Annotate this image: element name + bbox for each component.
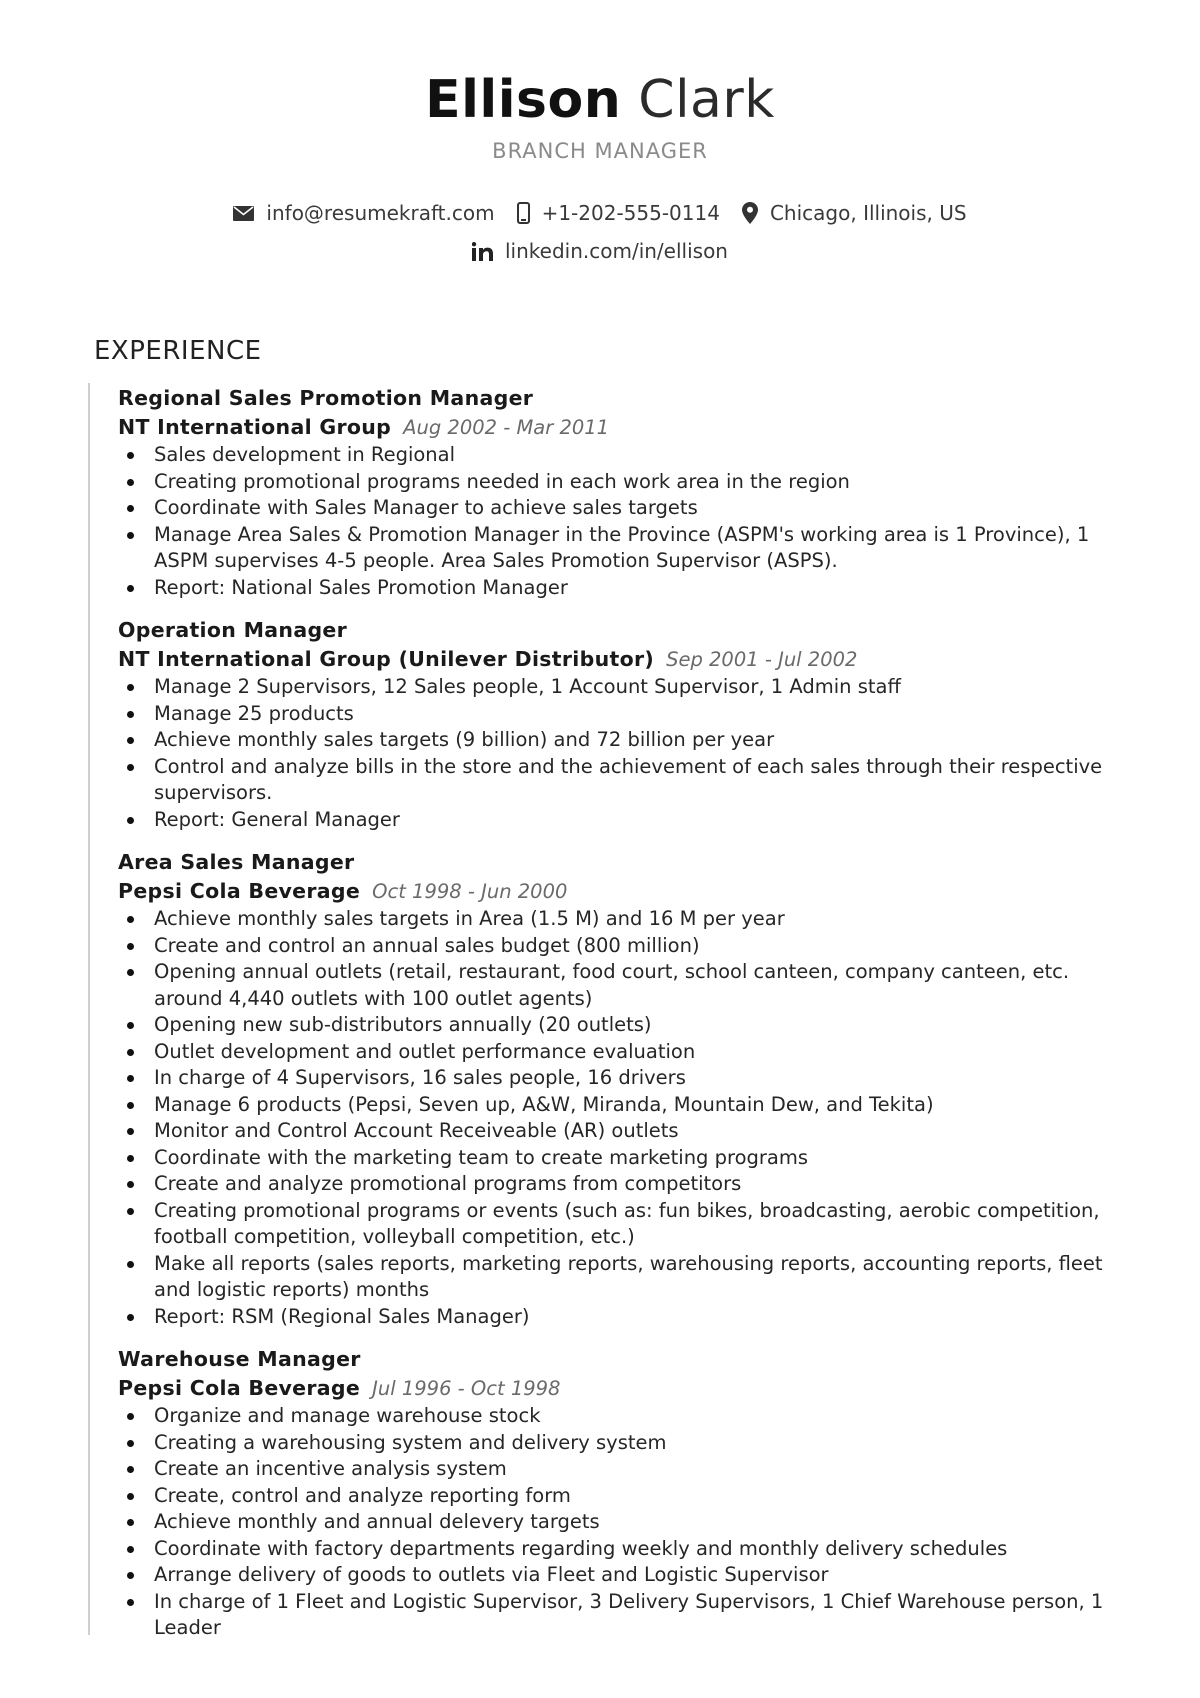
phone-text: +1-202-555-0114 bbox=[541, 201, 720, 225]
bullet-item: Creating promotional programs needed in each work area in the region bbox=[118, 469, 1128, 496]
bullet-item: Report: General Manager bbox=[118, 807, 1128, 834]
bullet-item: Achieve monthly sales targets (9 billion) and 72 billion per year bbox=[118, 727, 1128, 754]
candidate-name bbox=[0, 64, 1200, 136]
bullet-item: Creating promotional programs or events (such as: fun bikes, broadcasting, aerobic competition, football competition, volleyball competition, etc.) bbox=[118, 1198, 1128, 1251]
experience-timeline-line bbox=[88, 383, 90, 1635]
bullet-item: Opening annual outlets (retail, restaurant, food court, school canteen, company canteen, etc. around 4,440 outlets with 100 outlet agents) bbox=[118, 959, 1128, 1012]
bullet-item: Achieve monthly sales targets in Area (1.5 M) and 16 M per year bbox=[118, 906, 1128, 933]
experience-heading: EXPERIENCE bbox=[94, 336, 262, 366]
mobile-phone-icon bbox=[517, 202, 530, 224]
job-bullets bbox=[118, 442, 1128, 601]
bullet-item: Arrange delivery of goods to outlets via Fleet and Logistic Supervisor bbox=[118, 1562, 1128, 1589]
company-name: NT International Group (Unilever Distributor) bbox=[118, 647, 655, 671]
first-name: Ellison bbox=[425, 70, 622, 130]
bullet-item: Make all reports (sales reports, marketing reports, warehousing reports, accounting reports, fleet and logistic reports) months bbox=[118, 1251, 1128, 1304]
bullet-item: Report: National Sales Promotion Manager bbox=[118, 575, 1128, 602]
job-dates: Sep 2001 - Jul 2002 bbox=[666, 648, 858, 671]
job-dates: Aug 2002 - Mar 2011 bbox=[403, 416, 610, 439]
bullet-item: Create an incentive analysis system bbox=[118, 1456, 1128, 1483]
bullet-item: Manage 2 Supervisors, 12 Sales people, 1 Account Supervisor, 1 Admin staff bbox=[118, 674, 1128, 701]
bullet-item: Coordinate with Sales Manager to achieve sales targets bbox=[118, 495, 1128, 522]
bullet-item: Create and analyze promotional programs from competitors bbox=[118, 1171, 1128, 1198]
job-entry bbox=[118, 1345, 1128, 1642]
job-org-line bbox=[118, 1374, 1128, 1403]
job-bullets bbox=[118, 674, 1128, 833]
bullet-item: In charge of 1 Fleet and Logistic Supervisor, 3 Delivery Supervisors, 1 Chief Warehouse person, 1 Leader bbox=[118, 1589, 1128, 1642]
bullet-item: Organize and manage warehouse stock bbox=[118, 1403, 1128, 1430]
linkedin-icon bbox=[472, 242, 493, 261]
job-org-line bbox=[118, 413, 1128, 442]
job-entry bbox=[118, 848, 1128, 1330]
bullet-item: Creating a warehousing system and delivery system bbox=[118, 1430, 1128, 1457]
bullet-item: Manage 6 products (Pepsi, Seven up, A&W, Miranda, Mountain Dew, and Tekita) bbox=[118, 1092, 1128, 1119]
bullet-item: Report: RSM (Regional Sales Manager) bbox=[118, 1304, 1128, 1331]
contact-linkedin[interactable] bbox=[472, 239, 728, 263]
bullet-item: Create, control and analyze reporting form bbox=[118, 1483, 1128, 1510]
job-entry bbox=[118, 384, 1128, 601]
job-bullets bbox=[118, 906, 1128, 1330]
job-title: Warehouse Manager bbox=[118, 1347, 361, 1371]
job-dates: Jul 1996 - Oct 1998 bbox=[372, 1377, 561, 1400]
job-org-line bbox=[118, 877, 1128, 906]
job-dates: Oct 1998 - Jun 2000 bbox=[372, 880, 568, 903]
bullet-item: Outlet development and outlet performance evaluation bbox=[118, 1039, 1128, 1066]
bullet-item: Coordinate with the marketing team to create marketing programs bbox=[118, 1145, 1128, 1172]
location-text: Chicago, Illinois, US bbox=[769, 201, 967, 225]
map-pin-icon bbox=[742, 202, 758, 224]
bullet-item: Manage Area Sales & Promotion Manager in the Province (ASPM's working area is 1 Province), 1 ASPM supervises 4-5 people. Area Sales Promotion Supervisor (ASPS). bbox=[118, 522, 1128, 575]
contact-phone[interactable] bbox=[517, 201, 720, 225]
bullet-item: Manage 25 products bbox=[118, 701, 1128, 728]
contact-row-secondary bbox=[0, 232, 1200, 270]
company-name: NT International Group bbox=[118, 415, 392, 439]
linkedin-text: linkedin.com/in/ellison bbox=[505, 239, 728, 263]
bullet-item: Achieve monthly and annual delevery targets bbox=[118, 1509, 1128, 1536]
email-text: info@resumekraft.com bbox=[266, 201, 495, 225]
job-title: Regional Sales Promotion Manager bbox=[118, 386, 534, 410]
bullet-item: Sales development in Regional bbox=[118, 442, 1128, 469]
bullet-item: Create and control an annual sales budget (800 million) bbox=[118, 933, 1128, 960]
bullet-item: Opening new sub-distributors annually (20 outlets) bbox=[118, 1012, 1128, 1039]
envelope-icon bbox=[233, 206, 254, 221]
bullet-item: Coordinate with factory departments regarding weekly and monthly delivery schedules bbox=[118, 1536, 1128, 1563]
bullet-item: Monitor and Control Account Receiveable (AR) outlets bbox=[118, 1118, 1128, 1145]
job-bullets bbox=[118, 1403, 1128, 1642]
bullet-item: In charge of 4 Supervisors, 16 sales people, 16 drivers bbox=[118, 1065, 1128, 1092]
job-entry bbox=[118, 616, 1128, 833]
experience-section bbox=[118, 384, 1128, 1657]
last-name: Clark bbox=[638, 70, 775, 130]
company-name: Pepsi Cola Beverage bbox=[118, 879, 361, 903]
resume-header bbox=[0, 64, 1200, 270]
contact-location bbox=[742, 201, 967, 225]
job-role: BRANCH MANAGER bbox=[492, 139, 708, 163]
bullet-item: Control and analyze bills in the store and the achievement of each sales through their respective supervisors. bbox=[118, 754, 1128, 807]
job-org-line bbox=[118, 645, 1128, 674]
contact-email[interactable] bbox=[233, 201, 494, 225]
contact-row bbox=[0, 194, 1200, 232]
company-name: Pepsi Cola Beverage bbox=[118, 1376, 361, 1400]
job-title: Operation Manager bbox=[118, 618, 348, 642]
job-title: Area Sales Manager bbox=[118, 850, 355, 874]
